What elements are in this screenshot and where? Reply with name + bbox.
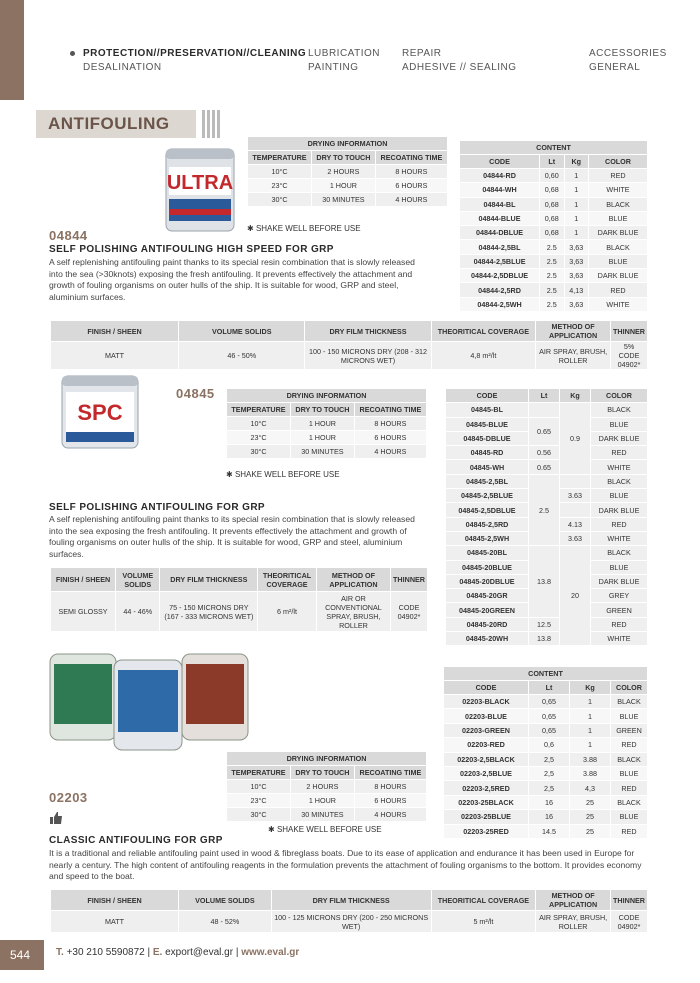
can-label-text: SPC [77,400,123,425]
email-link[interactable]: export@eval.gr [165,947,234,958]
section-title-box [36,110,196,138]
asterisk-icon: ✱ [226,470,235,479]
product-code-04845: 04845 [176,386,215,401]
product-title-04845: SELF POLISHING ANTIFOULING FOR GRP [49,502,266,513]
nav-general[interactable]: GENERAL [589,62,641,73]
content-table-02203: CONTENT CODE Lt Kg COLOR 02203-BLACK 0,65 1 BLACK 02203-BLUE 0,65 1 BLUE 02203-GREEN 0,65 1 GREEN 02203-RED 0,6 1 RED 02203-2,5BLACK 2,5 3.88 BLACK 02203-2,5BLUE 2,5 3.88 BLUE 02203-2,5RED 2,5 4,3 RED 02203-25BLACK 16 25 BLACK 02203-25BLUE 16 25 BLUE 02203-25RED 14.5 25 RED [443,666,648,839]
nav-lubrication[interactable]: LUBRICATION [308,48,380,59]
nav-desalination[interactable]: DESALINATION [83,62,162,73]
spec-table-02203: FINISH / SHEEN VOLUME SOLIDS DRY FILM THICKNESS THEORITICAL COVERAGE METHOD OF APPLICATION THINNER MATT 48 - 52% 100 - 125 MICRONS DRY (200 - 250 MICRONS WET) 5 m²/lt AIR SPRAY, BRUSH, ROLLER CODE 04902* [50,889,648,933]
website-link[interactable]: www.eval.gr [241,947,300,958]
nav-col-4 [589,47,667,75]
product-title-02203: CLASSIC ANTIFOULING FOR GRP [49,835,223,846]
product-desc-04844: A self replenishing antifouling paint thanks to its special resin combination that is slowly released into the sea (>30knots) exposing the fresh antifouling. It prevents effectively the attachment and growth of fouling organisms on outer hulls of the ship. It is suitable for wood, GRP and steel, aluminium surfaces. [49,257,415,302]
product-can-04845 [58,372,142,452]
spec-table-04845: FINISH / SHEEN VOLUME SOLIDS DRY FILM THICKNESS THEORITICAL COVERAGE METHOD OF APPLICATION THINNER SEMI GLOSSY 44 - 46% 75 - 150 MICRONS DRY (167 - 333 MICRONS WET) 6 m²/lt AIR OR CONVENTIONAL SPRAY, BRUSH, ROLLER CODE 04902* [50,567,428,632]
title-stripes [202,110,222,138]
nav-painting[interactable]: PAINTING [308,62,359,73]
shake-note-02203: ✱ SHAKE WELL BEFORE USE [268,825,382,834]
nav-repair[interactable]: REPAIR [402,48,442,59]
section-title: ANTIFOULING [48,114,170,133]
shake-note-04845: ✱ SHAKE WELL BEFORE USE [226,470,340,479]
nav-col-1 [83,47,306,75]
drying-title: DRYING INFORMATION [248,137,448,151]
nav-protection[interactable]: PROTECTION//PRESERVATION//CLEANING [83,48,307,59]
can-label-text: ULTRA [166,172,234,194]
thumbs-up-icon [49,811,63,825]
drying-table-04845: DRYING INFORMATION TEMPERATURE DRY TO TOUCH RECOATING TIME 10°C 1 HOUR 8 HOURS 23°C 1 HOUR 6 HOURS 30°C 30 MINUTES 4 HOURS [226,388,427,459]
spec-table-04844: FINISH / SHEEN VOLUME SOLIDS DRY FILM THICKNESS THEORITICAL COVERAGE METHOD OF APPLICATION THINNER MATT 46 - 50% 100 - 150 MICRONS DRY (208 - 312 MICRONS WET) 4,8 m²/lt AIR SPRAY, BRUSH, ROLLER 5% CODE 04902* [50,320,648,370]
content-table-04844: CONTENT CODE Lt Kg COLOR 04844-RD 0,60 1 RED 04844-WH 0,68 1 WHITE 04844-BL 0,68 1 BLACK 04844-BLUE 0,68 1 BLUE 04844-DBLUE 0,68 1 DARK BLUE 04844-2,5BL 2.5 3,63 BLACK 04844-2,5BLUE 2.5 3,63 BLUE 04844-2,5DBLUE 2.5 3,63 DARK BLUE 04844-2,5RD 2.5 4,13 RED 04844-2,5WH 2.5 3,63 WHITE [459,140,648,312]
active-dot-icon [70,51,75,56]
drying-table-02203: DRYING INFORMATION TEMPERATURE DRY TO TOUCH RECOATING TIME 10°C 2 HOURS 8 HOURS 23°C 1 HOUR 6 HOURS 30°C 30 MINUTES 4 HOURS [226,751,427,822]
drying-table-04844: DRYING INFORMATION TEMPERATURE DRY TO TOUCH RECOATING TIME 10°C 2 HOURS 8 HOURS 23°C 1 HOUR 6 HOURS 30°C 30 MINUTES 4 HOURS [247,136,448,207]
product-code-04844: 04844 [49,228,88,243]
page-number-box [0,940,44,970]
product-can-04844 [163,145,237,235]
asterisk-icon: ✱ [268,825,277,834]
product-code-02203: 02203 [49,790,88,805]
product-title-04844: SELF POLISHING ANTIFOULING HIGH SPEED FOR GRP [49,244,334,255]
contact-line: T. +30 210 5590872 | E. export@eval.gr | www.eval.gr [56,947,300,958]
page-number: 544 [10,948,31,962]
nav-accessories[interactable]: ACCESSORIES [589,48,667,59]
nav-col-2 [308,47,380,75]
product-desc-02203: It is a traditional and reliable antifouling paint used in wood & fibreglass boats. Due to its ease of application and endurance it has been used in Europe for nearly a century. The high content of antifouling reagents in the formulation prevents the attachment of fouling organisms to the bottom. It provides economy and speed to the boat. [49,848,642,881]
asterisk-icon: ✱ [247,224,256,233]
product-desc-04845: A self replenishing antifouling paint thanks to its special resin combination that is slowly released into the sea exposing the fresh antifouling. It prevents effectively the attachment and growth of fouling organisms on outer hulls of the ship. It is suitable for wood, GRP and steel, aluminium surfaces. [49,514,415,559]
nav-adhesive[interactable]: ADHESIVE // SEALING [402,62,517,73]
phone: +30 210 5590872 [66,947,145,958]
content-table-04845: CODE Lt Kg COLOR 04845-BL 0.9 BLACK 04845-BLUE 0.65 BLUE 04845-DBLUE DARK BLUE 04845-RD 0.56 RED 04845-WH 0.65 WHITE 04845-2,5BL 2.5 BLACK 04845-2,5BLUE 3.63 BLUE 04845-2,5DBLUE DARK BLUE 04845-2,5RD 4.13 RED 04845-2,5WH 3.63 WHITE 04845-20BL 13.8 20 BLACK 04845-20BLUE BLUE 04845-20DBLUE DARK BLUE 04845-20GR GREY 04845-20GREEN GREEN 04845-20RD 12.5 RED 04845-20WH 13.8 WHITE [445,388,648,646]
brand-bar [0,0,24,100]
product-cans-02203 [48,650,250,754]
shake-note-04844: ✱ SHAKE WELL BEFORE USE [247,224,361,233]
nav-col-3 [402,47,517,75]
